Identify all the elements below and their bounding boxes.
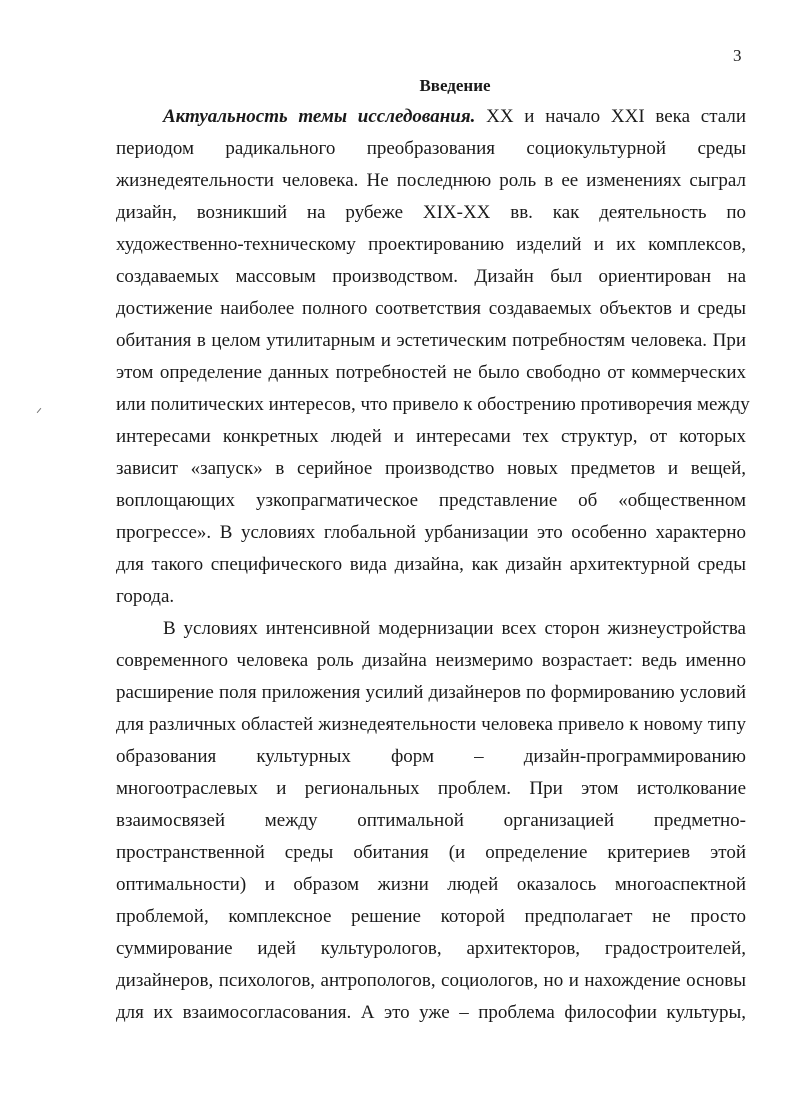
paragraph-1-line: достижение наиболее полного соответствия создаваемых объектов и среды bbox=[116, 298, 746, 319]
paragraph-2-line: пространственной среды обитания (и определение критериев этой bbox=[116, 842, 746, 863]
paragraph-1-line: для такого специфического вида дизайна, как дизайн архитектурной среды bbox=[116, 554, 746, 575]
paragraph-1-line: воплощающих узкопрагматическое представление об «общественном bbox=[116, 490, 746, 511]
paragraph-2-line: для различных областей жизнедеятельности человека привело к новому типу bbox=[116, 714, 746, 735]
page-number: 3 bbox=[733, 46, 742, 65]
paragraph-1-line bbox=[163, 106, 746, 128]
paragraph-1-line: создаваемых массовым производством. Дизайн был ориентирован на bbox=[116, 266, 746, 287]
paragraph-1-line: периодом радикального преобразования социокультурной среды bbox=[116, 138, 746, 159]
paragraph-1-line: художественно-техническому проектированию изделий и их комплексов, bbox=[116, 234, 746, 255]
paragraph-1-line: города. bbox=[116, 586, 175, 607]
paragraph-2-line: образования культурных форм – дизайн-программированию bbox=[116, 746, 746, 767]
paragraph-2-line: расширение поля приложения усилий дизайнеров по формированию условий bbox=[116, 682, 746, 703]
paragraph-1-line: этом определение данных потребностей не было свободно от коммерческих bbox=[116, 362, 746, 383]
paragraph-1-line-text: XX и начало XXI века стали bbox=[486, 106, 747, 127]
paragraph-2-line: В условиях интенсивной модернизации всех сторон жизнеустройства bbox=[163, 618, 746, 639]
paragraph-2-line: современного человека роль дизайна неизмеримо возрастает: ведь именно bbox=[116, 650, 746, 671]
section-heading: Введение bbox=[419, 76, 491, 95]
paragraph-1-line: или политических интересов, что привело к обострению противоречия между bbox=[116, 394, 750, 415]
paragraph-2-line: суммирование идей культурологов, архитекторов, градостроителей, bbox=[116, 938, 746, 959]
paragraph-2-line: оптимальности) и образом жизни людей оказалось многоаспектной bbox=[116, 874, 746, 895]
paragraph-1-line: обитания в целом утилитарным и эстетическим потребностям человека. При bbox=[116, 330, 746, 351]
paragraph-1-line: дизайн, возникший на рубеже XIX-XX вв. как деятельность по bbox=[116, 202, 746, 223]
paragraph-2-line: для их взаимосогласования. А это уже – проблема философии культуры, bbox=[116, 1002, 746, 1023]
paragraph-1-line: прогрессе». В условиях глобальной урбанизации это особенно характерно bbox=[116, 522, 746, 543]
paragraph-1-line: зависит «запуск» в серийное производство новых предметов и вещей, bbox=[116, 458, 746, 479]
paragraph-1-line: интересами конкретных людей и интересами тех структур, от которых bbox=[116, 426, 746, 447]
paragraph-2-line: дизайнеров, психологов, антропологов, социологов, но и нахождение основы bbox=[116, 970, 746, 991]
relevance-lead: Актуальность темы исследования. bbox=[163, 106, 476, 127]
paragraph-2-line: многоотраслевых и региональных проблем. При этом истолкование bbox=[116, 778, 746, 799]
paragraph-2-line: взаимосвязей между оптимальной организацией предметно- bbox=[116, 810, 746, 831]
margin-pen-mark bbox=[37, 408, 42, 413]
paragraph-2-line: проблемой, комплексное решение которой предполагает не просто bbox=[116, 906, 746, 927]
paragraph-1-line: жизнедеятельности человека. Не последнюю роль в ее изменениях сыграл bbox=[116, 170, 746, 191]
